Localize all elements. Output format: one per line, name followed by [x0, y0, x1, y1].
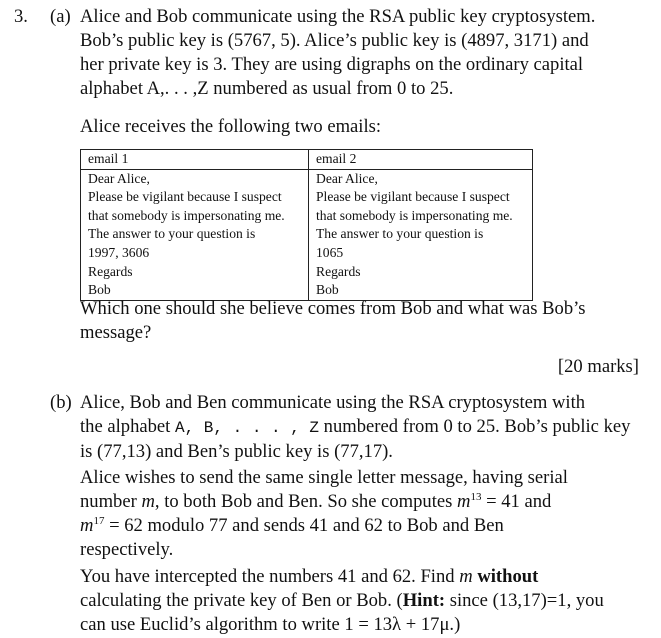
email-2-cell: Please be vigilant because I suspect: [309, 188, 533, 207]
marks-label: [20 marks]: [557, 356, 639, 377]
alphabet-mono: A, B, . . . , Z: [175, 419, 320, 437]
email-2-cell: that somebody is impersonating me.: [309, 207, 533, 226]
email-1-header: email 1: [81, 150, 309, 170]
part-b-line: respectively.: [80, 539, 174, 560]
email-2-cell: Regards: [309, 263, 533, 282]
email-2-cell: 1065: [309, 244, 533, 263]
part-a-intro-line: Alice and Bob communicate using the RSA public key cryptosystem.: [80, 6, 596, 27]
part-b-para-1: [80, 391, 640, 464]
part-b-line: the alphabet A, B, . . . , Z numbered from 0 to 25. Bob’s public key: [80, 416, 631, 437]
table-row: [81, 207, 533, 226]
table-header-row: [81, 150, 533, 170]
email-1-cell: Please be vigilant because I suspect: [81, 188, 309, 207]
part-b-line: $m^{17} = 62$ modulo 77 and sends 41 and 62 to Bob and Ben: [80, 514, 504, 536]
receives-text: Alice receives the following two emails:: [80, 116, 382, 137]
table-row: [81, 169, 533, 188]
email-1-cell: 1997, 3606: [81, 244, 309, 263]
emails-table: [80, 149, 533, 301]
part-a-label: (a): [50, 6, 71, 27]
part-b-line: can use Euclid’s algorithm to write 1 = 13λ + 17μ.): [80, 614, 461, 635]
part-a-question-line: Which one should she believe comes from Bob and what was Bob’s: [80, 298, 586, 319]
email-1-cell: Regards: [81, 263, 309, 282]
email-1-cell: Bob: [81, 281, 309, 300]
table-row: [81, 225, 533, 244]
table-row: [81, 244, 533, 263]
part-b-line: number m, to both Bob and Ben. So she computes $m^{13} = 41$ and: [80, 490, 552, 512]
part-b-line: is (77,13) and Ben’s public key is (77,17).: [80, 441, 393, 462]
email-1-cell: The answer to your question is: [81, 225, 309, 244]
email-2-cell: Dear Alice,: [309, 169, 533, 188]
part-a-question: [80, 297, 640, 345]
table-row: [81, 263, 533, 282]
part-a-intro-line: alphabet A,. . . ,Z numbered as usual from 0 to 25.: [80, 78, 454, 99]
part-b-para-3: [80, 565, 640, 637]
email-2-header: email 2: [309, 150, 533, 170]
part-a-question-line: message?: [80, 322, 152, 343]
email-2-cell: Bob: [309, 281, 533, 300]
email-1-cell: Dear Alice,: [81, 169, 309, 188]
part-a-intro-line: her private key is 3. They are using digraphs on the ordinary capital: [80, 54, 584, 75]
question-number: 3.: [14, 6, 28, 27]
part-b-line: Alice wishes to send the same single letter message, having serial: [80, 467, 568, 488]
part-b-line: Alice, Bob and Ben communicate using the RSA cryptosystem with: [80, 392, 586, 413]
part-b-line: You have intercepted the numbers 41 and 62. Find m without: [80, 566, 539, 587]
email-2-cell: The answer to your question is: [309, 225, 533, 244]
part-b-para-2: [80, 466, 640, 562]
part-a-intro: [80, 5, 640, 101]
table-row: [81, 188, 533, 207]
part-b-line: calculating the private key of Ben or Bob. (Hint: since (13,17)=1, you: [80, 590, 604, 611]
part-b-label: (b): [50, 392, 72, 413]
part-a-intro-line: Bob’s public key is (5767, 5). Alice’s public key is (4897, 3171) and: [80, 30, 589, 51]
email-1-cell: that somebody is impersonating me.: [81, 207, 309, 226]
